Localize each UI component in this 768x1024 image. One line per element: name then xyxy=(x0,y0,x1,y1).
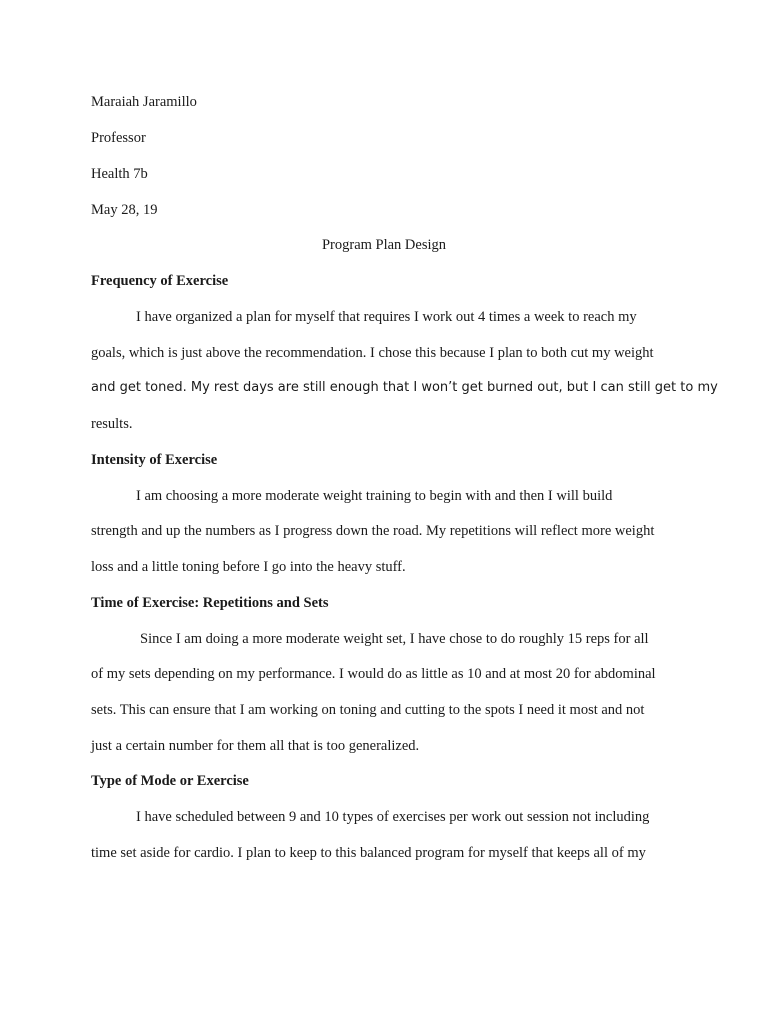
paragraph-line: I have organized a plan for myself that requires I work out 4 times a week to reach my xyxy=(136,309,637,325)
author-name: Maraiah Jaramillo xyxy=(91,94,197,110)
paragraph-line: goals, which is just above the recommendation. I chose this because I plan to both cut my weight xyxy=(91,345,654,361)
paragraph-line: Since I am doing a more moderate weight set, I have chose to do roughly 15 reps for all xyxy=(140,631,649,647)
paragraph-line: sets. This can ensure that I am working on toning and cutting to the spots I need it most and not xyxy=(91,702,645,718)
paragraph-line: I am choosing a more moderate weight training to begin with and then I will build xyxy=(136,488,613,504)
section-heading: Frequency of Exercise xyxy=(91,273,229,289)
paragraph-line: just a certain number for them all that is too generalized. xyxy=(91,738,420,754)
paragraph-line: loss and a little toning before I go into the heavy stuff. xyxy=(91,559,406,575)
paragraph-line: I have scheduled between 9 and 10 types of exercises per work out session not including xyxy=(136,809,650,825)
paragraph-line: results. xyxy=(91,416,133,432)
paragraph-line: and get toned. My rest days are still enough that I won’t get burned out, but I can still get to my xyxy=(91,380,718,395)
section-heading: Time of Exercise: Repetitions and Sets xyxy=(91,595,329,611)
document-date: May 28, 19 xyxy=(91,202,158,218)
paragraph-line: time set aside for cardio. I plan to keep to this balanced program for myself that keeps all of my xyxy=(91,845,646,861)
paragraph-line: of my sets depending on my performance. I would do as little as 10 and at most 20 for abdominal xyxy=(91,666,656,682)
paragraph-line: strength and up the numbers as I progress down the road. My repetitions will reflect more weight xyxy=(91,523,655,539)
section-heading: Intensity of Exercise xyxy=(91,452,218,468)
course-name: Health 7b xyxy=(91,166,148,182)
instructor-name: Professor xyxy=(91,130,146,146)
section-heading: Type of Mode or Exercise xyxy=(91,773,249,789)
document-title: Program Plan Design xyxy=(321,237,447,253)
